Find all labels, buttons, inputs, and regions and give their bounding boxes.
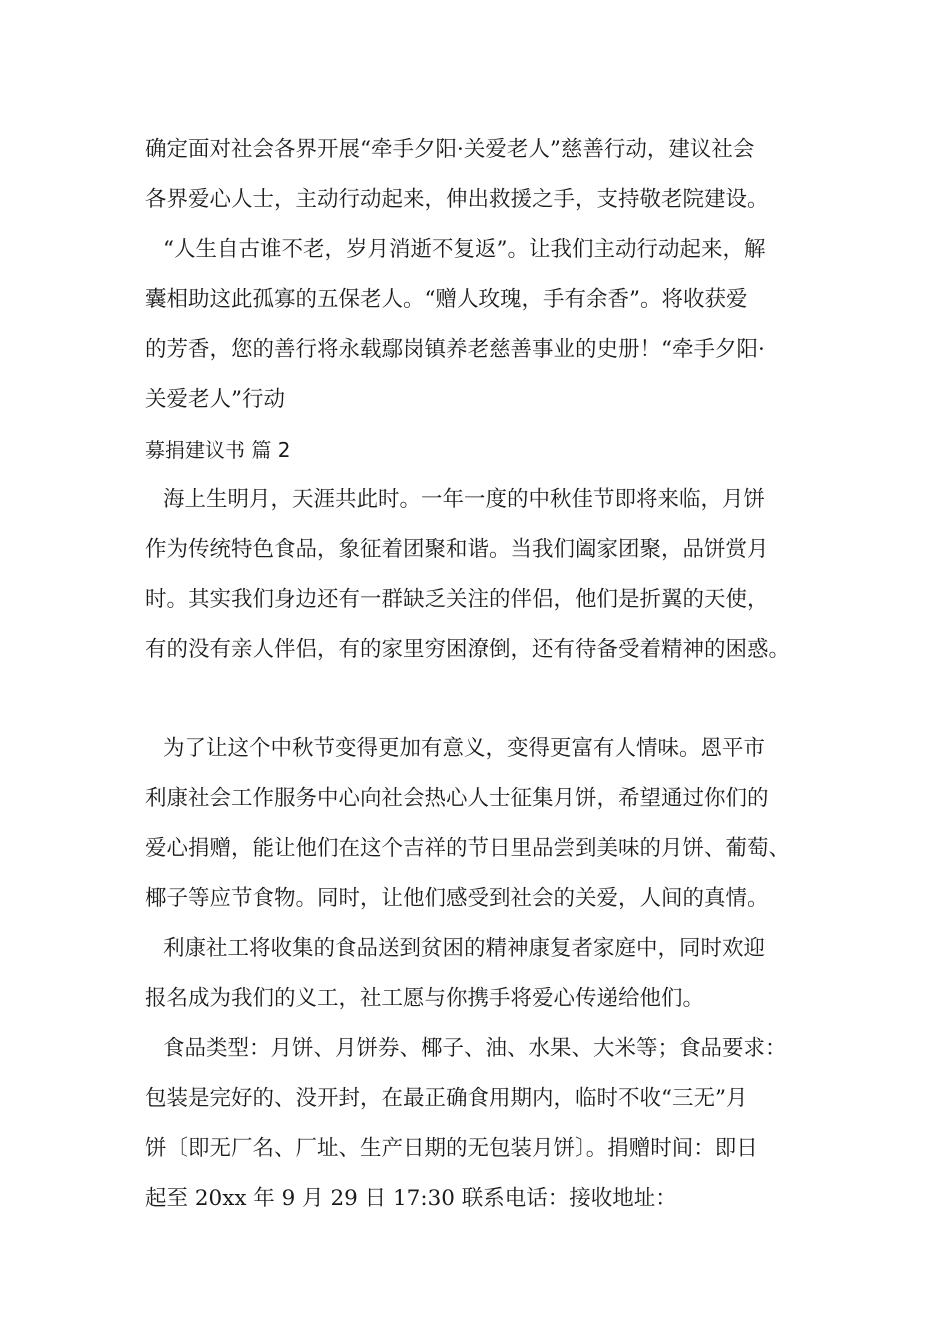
text-line: 利康社会工作服务中心向社会热心人士征集月饼，希望通过你们的 — [145, 786, 769, 811]
text-line: 的芳香，您的善行将永载鄢岗镇养老慈善事业的史册！“牵手夕阳· — [145, 337, 765, 362]
text-line: 包装是完好的、没开封，在最正确食用期内，临时不收“三无”月 — [145, 1086, 748, 1111]
section-heading: 募捐建议书 篇 2 — [145, 438, 291, 462]
text-line: 报名成为我们的义工，社工愿与你携手将爱心传递给他们。 — [145, 986, 705, 1011]
text-line: 为了让这个中秋节变得更加有意义，变得更富有人情味。恩平市 — [163, 736, 766, 761]
text-line: 食品类型：月饼、月饼券、椰子、油、水果、大米等；食品要求： — [163, 1036, 787, 1061]
text-line: “人生自古谁不老，岁月消逝不复返”。让我们主动行动起来，解 — [163, 237, 766, 262]
text-line: 有的没有亲人伴侣，有的家里穷困潦倒，还有待备受着精神的困惑。 — [145, 637, 791, 662]
text-line: 时。其实我们身边还有一群缺乏关注的伴侣，他们是折翼的天使， — [145, 587, 769, 612]
text-line: 各界爱心人士，主动行动起来，伸出救援之手，支持敬老院建设。 — [145, 187, 769, 212]
text-line: 起至 20xx 年 9 月 29 日 17:30 联系电话：接收地址： — [145, 1186, 677, 1211]
text-line: 作为传统特色食品，象征着团聚和谐。当我们阖家团聚，品饼赏月 — [145, 537, 769, 562]
text-line: 海上生明月，天涯共此时。一年一度的中秋佳节即将来临，月饼 — [163, 487, 766, 512]
text-line: 关爱老人”行动 — [145, 387, 285, 412]
text-line: 确定面对社会各界开展“牵手夕阳·关爱老人”慈善行动，建议社会 — [145, 137, 755, 162]
text-line: 爱心捐赠，能让他们在这个吉祥的节日里品尝到美味的月饼、葡萄、 — [145, 836, 791, 861]
text-line: 饼〔即无厂名、厂址、生产日期的无包装月饼〕。捐赠时间：即日 — [145, 1136, 758, 1161]
text-line: 囊相助这此孤寡的五保老人。“赠人玫瑰，手有余香”。将收获爱 — [145, 287, 748, 312]
text-line: 利康社工将收集的食品送到贫困的精神康复者家庭中，同时欢迎 — [163, 936, 766, 961]
text-line: 椰子等应节食物。同时，让他们感受到社会的关爱，人间的真情。 — [145, 886, 769, 911]
